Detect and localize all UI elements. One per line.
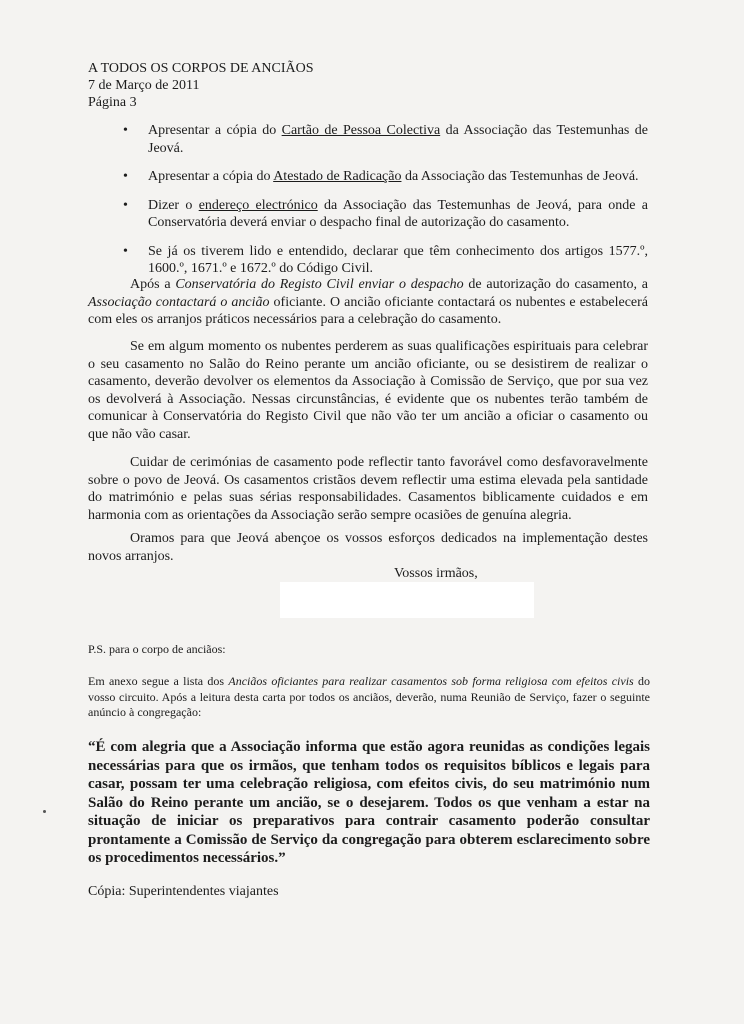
list-item: • Apresentar a cópia do Atestado de Radicação da Associação das Testemunhas de Jeová. <box>120 168 648 186</box>
paragraph-ceremonies: Cuidar de cerimónias de casamento pode reflectir tanto favorável como desfavoravelmente sobre o povo de Jeová. Os casamentos cristãos devem reflectir uma estima elevada pela santidade do matrimónio e pelas suas sérias responsabilidades. Casamentos biblicamente cuidados e em harmonia com as orientações da Associação serão sempre ocasiões de genuína alegria. <box>88 455 648 523</box>
signoff: Vossos irmãos, <box>394 566 478 581</box>
copy-recipients: Cópia: Superintendentes viajantes <box>88 884 279 899</box>
redacted-signature <box>280 582 534 618</box>
paragraph-prayer: Oramos para que Jeová abençoe os vossos esforços dedicados na implementação destes novos arranjos. <box>88 531 648 564</box>
annex-paragraph: Em anexo segue a lista dos Anciãos oficiantes para realizar casamentos sob forma religiosa com efeitos civis do vosso circuito. Após a leitura desta carta por todos os anciãos, deverão, numa Reunião de Serviço, fazer o seguinte anúncio à congregação: <box>88 674 651 719</box>
underlined-term: Atestado de Radicação <box>273 169 402 184</box>
margin-speck <box>43 810 46 813</box>
announcement-text: “É com alegria que a Associação informa que estão agora reunidas as condições legais necessárias para que os irmãos, que tenham todos os requisitos bíblicos e legais para casar, possam ter uma celebração religiosa, com efeitos civis, do seu matrimónio num Salão do Reino perante um ancião, se o desejarem. Todos os que venham a estar na situação de iniciar os preparativos para contrair casamento poderão consultar prontamente a Comissão de Serviço da congregação para obterem esclarecimento sobre os procedimentos necessários.” <box>88 739 650 866</box>
underlined-term: Cartão de Pessoa Colectiva <box>281 123 441 138</box>
page-number: Página 3 <box>88 95 137 110</box>
recipient-line: A TODOS OS CORPOS DE ANCIÃOS <box>88 61 314 76</box>
list-item: • Apresentar a cópia do Cartão de Pessoa Colectiva da Associação das Testemunhas de Jeová. <box>120 122 648 157</box>
postscript-heading: P.S. para o corpo de anciãos: <box>88 642 226 656</box>
paragraph-conservatoria: Após a Conservatória do Registo Civil enviar o despacho de autorização do casamento, a Associação contactará o ancião oficiante. O ancião oficiante contactará os nubentes e estabelecerá com eles os arranjos práticos necessários para a celebração do casamento. <box>88 277 648 327</box>
paragraph-qualifications: Se em algum momento os nubentes perderem as suas qualificações espirituais para celebrar o seu casamento no Salão do Reino perante um ancião oficiante, ou se desistirem de realizar o casamento, deverão devolver os elementos da Associação à Comissão de Serviço, que por sua vez os devolverá à Associação. Nessas circunstâncias, é evidente que os nubentes terão também de comunicar à Conservatória do Registo Civil que não vão ter um ancião a oficiar o casamento ou que não vão casar. <box>88 339 648 442</box>
underlined-term: endereço electrónico <box>198 197 318 213</box>
list-item: • Dizer o endereço electrónico da Associação das Testemunhas de Jeová, para onde a Conservatória deverá enviar o despacho final de autorização do casamento. <box>120 197 648 232</box>
letter-header <box>88 60 313 111</box>
list-item: • Se já os tiverem lido e entendido, declarar que têm conhecimento dos artigos 1577.º, 1600.º, 1671.º e 1672.º do Código Civil. <box>120 243 648 278</box>
requirements-list <box>120 122 648 289</box>
date-line: 7 de Março de 2011 <box>88 78 200 93</box>
